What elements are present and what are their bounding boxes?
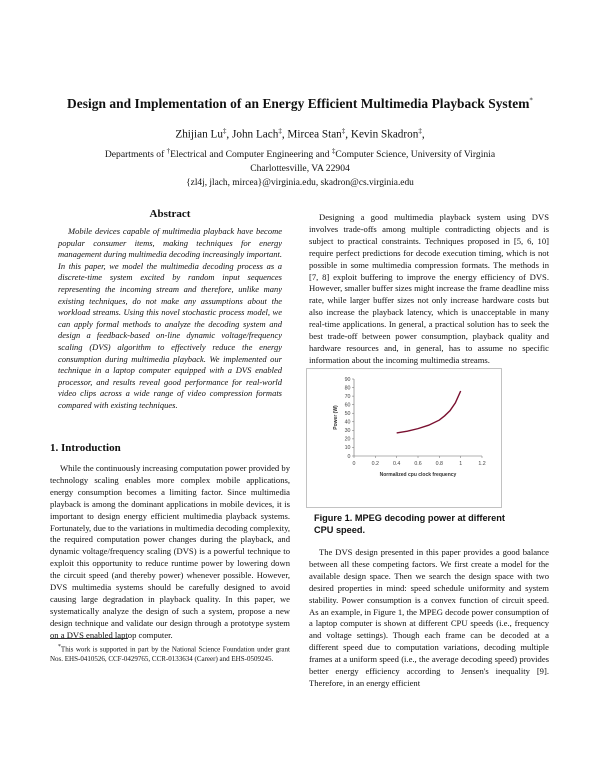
figure-1 <box>306 368 502 508</box>
y-tick-label: 10 <box>344 445 351 452</box>
y-axis-label: Power (W) <box>333 405 339 430</box>
footnote-rule <box>50 638 128 639</box>
y-tick-label: 70 <box>344 393 351 400</box>
footnote <box>50 643 290 664</box>
author-name: Mircea Stan <box>287 128 342 141</box>
x-tick-label: 1.2 <box>478 461 486 467</box>
y-tick-label: 20 <box>344 436 351 443</box>
affiliation-city: Charlottesville, VA 22904 <box>250 163 350 174</box>
paper-title <box>0 96 600 112</box>
author-mark: ‡ <box>222 127 227 135</box>
author-name: Zhijian Lu <box>175 128 223 141</box>
affiliation-mark: ‡ <box>331 147 336 155</box>
y-tick-label: 80 <box>344 385 351 392</box>
footnote-text: This work is supported in part by the National Science Foundation under grant Nos. EHS-0410526, CCF-0429765, CCR-0133634 (Career) and EHS-0509245. <box>50 645 290 663</box>
right-column-paragraph-2: The DVS design presented in this paper provides a good balance between all these competing factors. We first create a model for the available design space. Then we search the design space with two desired properties in mind: speed schedule uniformity and system stability. Power consumption is a convex function of circuit speed. As an example, in Figure 1, the MPEG decode power consumption of a laptop computer is shown at different CPU speeds (i.e., frequency and voltage settings). Though each frame can be decoded at a different speed due to computation variations, decoding multiple frames at a uniform speed (i.e., the average decoding speed) provides better energy efficiency according to Jensen's inequality [9]. Therefore, in an energy efficient <box>309 547 549 688</box>
introduction-heading: 1. Introduction <box>50 442 121 454</box>
author-list: Zhijian Lu‡, John Lach‡, Mircea Stan‡, Kevin Skadron‡, <box>175 127 425 141</box>
x-tick-label: 0.6 <box>414 461 422 467</box>
right-column-paragraph-1: Designing a good multimedia playback system using DVS involves trade-offs among multiple contradicting objects and is subject to practical constraints. Techniques proposed in [5, 6, 10] require perfect predictions for decode execution timing, which is not possible in some multimedia compression formats. The methods in [7, 8] exploit buffering to improve the energy efficiency of DVS. However, smaller buffer sizes might increase the frame deadline miss rate, while larger buffer sizes not only increase hardware costs but also increase the playback latency, which is unacceptable in many real-time applications. In general, a practical solution has to seek the best trade-off between power consumption, playback quality and hardware resources and, in general, has to assume no specific information about the incoming multimedia streams. <box>309 212 549 365</box>
title-footnote-mark: * <box>529 96 533 105</box>
x-tick-label: 0.4 <box>392 461 401 467</box>
author-mark: ‡ <box>341 127 346 135</box>
author-name: Kevin Skadron <box>350 128 419 141</box>
y-tick-label: 0 <box>347 453 351 460</box>
y-tick-label: 30 <box>344 428 351 435</box>
paper-title-text: Design and Implementation of an Energy Efficient Multimedia Playback System <box>67 96 530 111</box>
affiliation-mark: † <box>166 147 171 155</box>
introduction-text: While the continuously increasing computation power provided by technology scaling enables more complex mobile applications, energy consumption becomes a limiting factor. Since multimedia playback is among the dominant applications in mobile devices, it is important to design energy efficient multimedia playback systems. Fortunately, due to the variations in multimedia decoding complexity, the required computation power changes during the playback, and dynamic voltage/frequency scaling (DVS) is a powerful technique to exploit this opportunity to reduce runtime power by lowering down the circuit speed (and thereby power) whenever possible. However, DVS multimedia systems should be carefully designed to avoid causing large degradation in playback quality. In this paper, we systematically analyze the design of such a system, propose a new design technique and validate our design through a prototype system on a DVS enabled laptop computer. <box>50 463 290 640</box>
affiliation-prefix: Departments of <box>104 149 167 161</box>
x-tick-label: 0.8 <box>435 461 444 467</box>
y-tick-label: 60 <box>344 402 351 409</box>
abstract-text: Mobile devices capable of multimedia playback have become popular consumer items, making techniques for energy management during multimedia decoding increasingly important. In this paper, we model the multimedia decoding process as a discrete-time system excited by random input sequences representing the incoming stream and therefore, unlike many existing techniques, do not make any assumptions about the workload streams. Using this novel stochastic process model, we can apply formal methods to analyze the decoding system and design a feedback-based on-line dynamic voltage/frequency scaling (DVS) algorithm to effectively reduce the energy consumption during multimedia playback. We implemented our technique in a laptop computer equipped with a DVS enabled processor, and results reveal good performance for real-world video clips across a wide range of video compression formats compared with existing techniques. <box>58 226 282 410</box>
y-tick-label: 50 <box>344 411 351 418</box>
y-tick-label: 40 <box>344 419 351 426</box>
affiliation-dept: Computer Science, University of Virginia <box>335 149 496 161</box>
abstract-heading: Abstract <box>149 208 191 220</box>
x-tick-label: 0.2 <box>371 461 380 467</box>
author-emails: {zl4j, jlach, mircea}@virginia.edu, skadron@cs.virginia.edu <box>186 178 414 188</box>
x-tick-label: 1 <box>459 461 463 467</box>
y-tick-label: 90 <box>344 376 351 383</box>
author-name: John Lach <box>232 128 279 141</box>
power-chart <box>306 368 502 508</box>
x-tick-label: 0 <box>352 461 356 467</box>
affiliation <box>0 147 600 160</box>
x-axis-label: Normalized cpu clock frequency <box>379 472 457 478</box>
author-mark: ‡ <box>418 127 422 135</box>
author-mark: ‡ <box>278 127 282 135</box>
figure-caption: Figure 1. MPEG decoding power at different CPU speed. <box>314 513 505 535</box>
affiliation-dept: Electrical and Computer Engineering and <box>170 149 332 161</box>
footnote-mark: * <box>58 644 61 650</box>
chart-frame <box>307 369 502 508</box>
